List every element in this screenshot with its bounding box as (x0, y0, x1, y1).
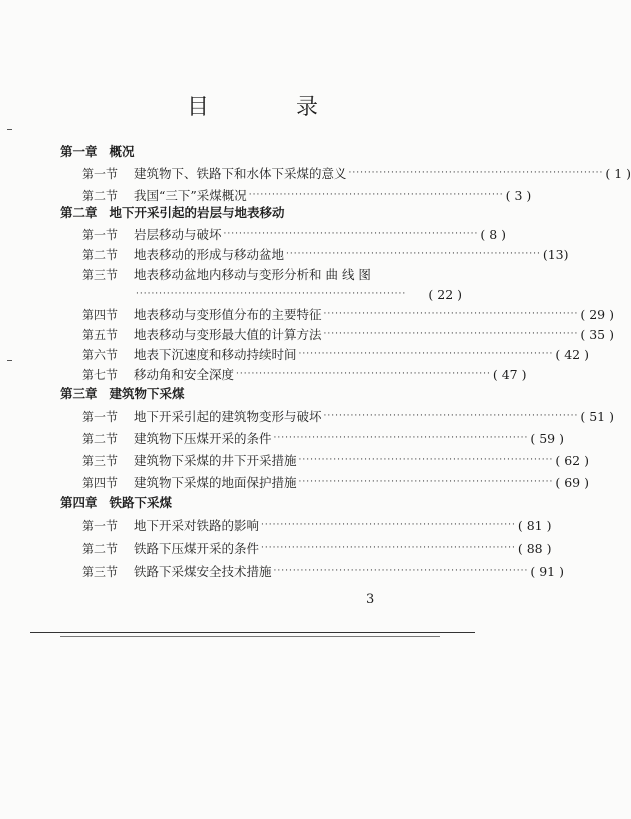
section-number: 第二节 (82, 541, 119, 556)
chapter-title: 建筑物下采煤 (109, 386, 185, 401)
page-ref: ( 22 ) (428, 286, 462, 302)
page-ref: ( 69 ) (555, 474, 589, 490)
chapter-number: 第四章 (60, 495, 98, 510)
toc-entry (82, 515, 552, 535)
dot-leader: ·································································· (248, 190, 504, 200)
section-number: 第四节 (82, 475, 119, 490)
page-ref: ( 62 ) (555, 452, 589, 468)
chapter-title: 铁路下采煤 (109, 495, 173, 510)
dot-leader: ·································································· (273, 566, 529, 576)
section-number: 第四节 (82, 307, 119, 322)
section-title: 岩层移动与破坏 (134, 227, 222, 242)
toc-entry (82, 364, 527, 384)
section-number: 第三节 (82, 453, 119, 468)
page-number: 3 (366, 592, 375, 607)
dot-leader: ·································································· (286, 249, 541, 259)
page-ref: ( 47 ) (492, 366, 527, 382)
chapter-title: 概况 (109, 144, 135, 159)
section-title: 地下开采对铁路的影响 (134, 518, 260, 533)
chapter-title: 地下开采引起的岩层与地表移动 (109, 205, 285, 220)
margin-mark (7, 129, 12, 130)
section-title: 地表移动的形成与移动盆地 (134, 247, 285, 262)
section-number: 第一节 (82, 518, 119, 533)
toc-entry (82, 406, 614, 426)
section-title: 地表移动与变形最大值的计算方法 (134, 327, 322, 342)
section-number: 第五节 (82, 327, 119, 342)
toc-entry (82, 472, 589, 492)
dot-leader: ·································································· (298, 455, 554, 465)
dot-leader: ·································································· (273, 433, 529, 443)
chapter-heading (60, 202, 460, 222)
section-title: 我国“三下”采煤概况 (134, 188, 247, 203)
toc-entry (82, 163, 631, 183)
chapter-number: 第一章 (60, 144, 98, 159)
section-number: 第二节 (82, 431, 119, 446)
chapter-number: 第二章 (60, 205, 98, 220)
page-ref: ( 1 ) (605, 165, 631, 181)
dot-leader: ·································································· (348, 168, 604, 178)
toc-entry (82, 561, 564, 581)
toc-entry (82, 538, 552, 558)
dot-leader: ·································································· (261, 543, 516, 553)
section-number: 第一节 (82, 227, 119, 242)
chapter-heading (60, 492, 460, 512)
section-title: 建筑物下采煤的井下开采措施 (134, 453, 297, 468)
dot-leader: ·································································· (323, 329, 579, 339)
dot-leader: ·································································· (323, 309, 579, 319)
section-title: 建筑物下压煤开采的条件 (134, 431, 272, 446)
toc-entry (82, 324, 614, 344)
dot-leader: ·································································· (223, 229, 479, 239)
page-ref: ( 88 ) (517, 540, 552, 556)
section-title: 地表移动盆地内移动与变形分析和 曲 线 图 (134, 267, 371, 282)
chapter-heading (60, 383, 460, 403)
toc-entry (82, 304, 614, 324)
section-number: 第六节 (82, 347, 119, 362)
toc-entry (82, 428, 564, 448)
section-title: 铁路下压煤开采的条件 (134, 541, 260, 556)
bottom-rule (30, 632, 475, 633)
page-ref: (13) (542, 246, 569, 262)
page-ref: ( 29 ) (580, 306, 614, 322)
chapter-heading (60, 141, 460, 161)
dot-leader: ·································································· (323, 411, 579, 421)
section-title: 建筑物下、铁路下和水体下采煤的意义 (134, 166, 347, 181)
page-ref: ( 81 ) (517, 517, 552, 533)
page-ref: ( 91 ) (530, 563, 564, 579)
section-title: 建筑物下采煤的地面保护措施 (134, 475, 297, 490)
section-title: 地表下沉速度和移动持续时间 (134, 347, 297, 362)
section-number: 第三节 (82, 564, 119, 579)
page-ref: ( 8 ) (480, 226, 506, 242)
page-ref: ( 35 ) (580, 326, 614, 342)
page-ref: ( 3 ) (505, 187, 532, 203)
dot-leader: ·································································· (298, 349, 554, 359)
page-ref: ( 51 ) (580, 408, 614, 424)
bottom-rule-faint (60, 636, 440, 637)
margin-mark (7, 360, 12, 361)
section-number: 第七节 (82, 367, 119, 382)
toc-entry (82, 244, 569, 264)
page-title: 目 录 (187, 95, 358, 120)
section-number: 第二节 (82, 188, 119, 203)
section-number: 第一节 (82, 409, 119, 424)
chapter-number: 第三章 (60, 386, 98, 401)
dot-leader: ·································································· (236, 369, 491, 379)
toc-entry (82, 264, 462, 284)
dot-leader: ·································································· (298, 477, 554, 487)
section-title: 移动角和安全深度 (134, 367, 235, 382)
toc-entry (82, 224, 506, 244)
section-number: 第二节 (82, 247, 119, 262)
toc-entry (82, 344, 589, 364)
dot-leader: ······································································ (136, 289, 407, 299)
section-number: 第三节 (82, 267, 119, 282)
toc-entry-continuation (134, 284, 462, 304)
page-ref: ( 42 ) (555, 346, 589, 362)
section-title: 铁路下采煤安全技术措施 (134, 564, 272, 579)
toc-entry (82, 450, 589, 470)
section-number: 第一节 (82, 166, 119, 181)
section-title: 地下开采引起的建筑物变形与破坏 (134, 409, 322, 424)
section-title: 地表移动与变形值分布的主要特征 (134, 307, 322, 322)
page-ref: ( 59 ) (530, 430, 564, 446)
dot-leader: ·································································· (261, 520, 516, 530)
